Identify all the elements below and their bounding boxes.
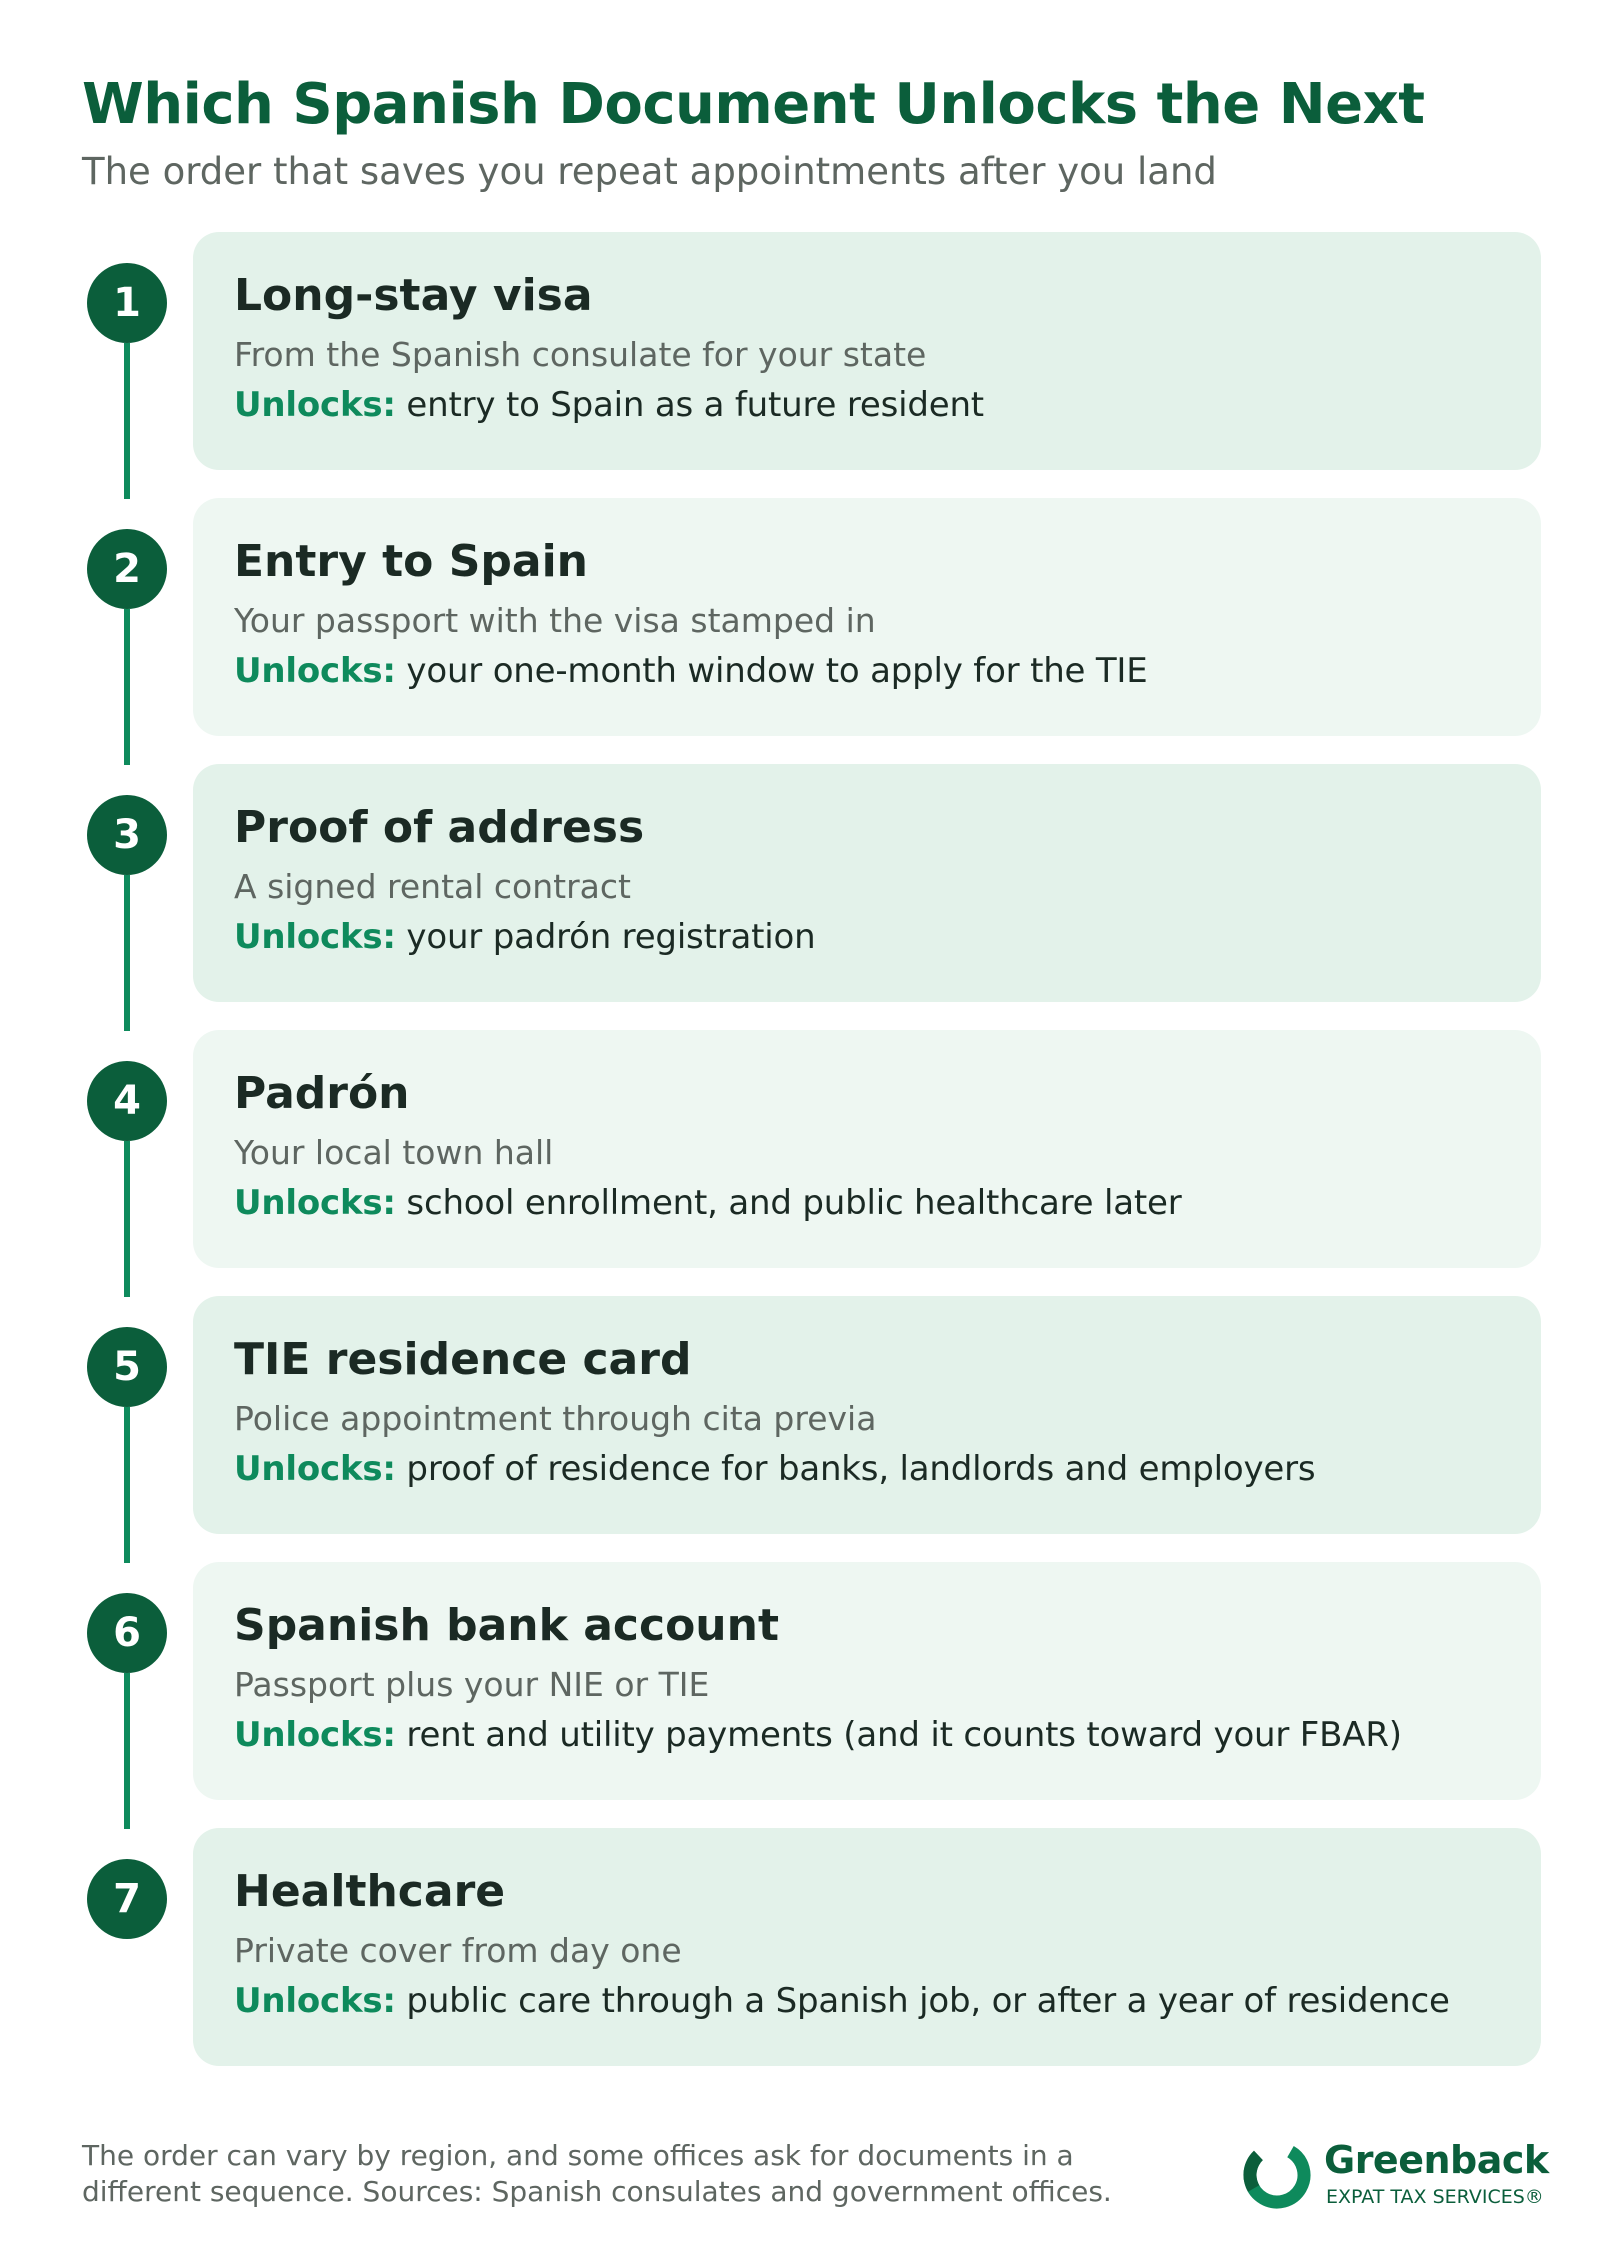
step-4 — [0, 1030, 1600, 1268]
step-unlocks — [234, 1715, 1402, 1755]
step-card — [193, 1296, 1541, 1534]
unlocks-text: your padrón registration — [395, 917, 816, 957]
page-title: Which Spanish Document Unlocks the Next — [82, 72, 1425, 137]
timeline-connector — [124, 1673, 130, 1829]
step-unlocks — [234, 1449, 1315, 1489]
timeline-connector — [124, 1141, 130, 1297]
unlocks-label: Unlocks: — [234, 1715, 396, 1755]
footnote: The order can vary by region, and some offices ask for documents in a different sequence. Sources: Spanish consulates and government offices. — [82, 2139, 1112, 2208]
step-card — [193, 1562, 1541, 1800]
step-card — [193, 498, 1541, 736]
unlocks-text: entry to Spain as a future resident — [395, 385, 984, 425]
timeline-connector — [124, 609, 130, 765]
timeline-connector — [124, 875, 130, 1031]
unlocks-text: your one-month window to apply for the TIE — [395, 651, 1148, 691]
step-unlocks — [234, 1183, 1181, 1223]
step-unlocks — [234, 651, 1148, 691]
timeline-connector — [124, 343, 130, 499]
step-source: Private cover from day one — [234, 1931, 682, 1970]
step-card — [193, 232, 1541, 470]
unlocks-label: Unlocks: — [234, 1183, 396, 1223]
unlocks-label: Unlocks: — [234, 1981, 396, 2021]
step-source: From the Spanish consulate for your state — [234, 335, 927, 374]
step-2 — [0, 498, 1600, 736]
step-source: Your local town hall — [234, 1133, 554, 1172]
logo-tagline: EXPAT TAX SERVICES® — [1326, 2186, 1544, 2208]
step-6 — [0, 1562, 1600, 1800]
step-number-badge: 5 — [87, 1327, 167, 1407]
unlocks-text: proof of residence for banks, landlords and employers — [395, 1449, 1316, 1489]
step-title: Entry to Spain — [234, 536, 588, 587]
greenback-ring-logo-icon — [1240, 2138, 1314, 2212]
step-1 — [0, 232, 1600, 470]
step-title: Spanish bank account — [234, 1600, 779, 1651]
step-number-badge: 2 — [87, 529, 167, 609]
step-title: Padrón — [234, 1068, 410, 1119]
unlocks-label: Unlocks: — [234, 917, 396, 957]
step-number-badge: 3 — [87, 795, 167, 875]
unlocks-label: Unlocks: — [234, 1449, 396, 1489]
step-7 — [0, 1828, 1600, 2066]
step-source: A signed rental contract — [234, 867, 631, 906]
unlocks-text: rent and utility payments (and it counts toward your FBAR) — [395, 1715, 1402, 1755]
unlocks-label: Unlocks: — [234, 385, 396, 425]
timeline-connector — [124, 1407, 130, 1563]
step-source: Passport plus your NIE or TIE — [234, 1665, 710, 1704]
step-number-badge: 1 — [87, 263, 167, 343]
step-unlocks — [234, 385, 984, 425]
greenback-logo — [1240, 2138, 1549, 2214]
step-number-badge: 7 — [87, 1859, 167, 1939]
step-title: Proof of address — [234, 802, 645, 853]
step-number-badge: 4 — [87, 1061, 167, 1141]
page-subtitle: The order that saves you repeat appointments after you land — [82, 150, 1217, 193]
unlocks-text: public care through a Spanish job, or after a year of residence — [395, 1981, 1450, 2021]
step-card — [193, 764, 1541, 1002]
step-title: TIE residence card — [234, 1334, 692, 1385]
step-source: Your passport with the visa stamped in — [234, 601, 876, 640]
unlocks-text: school enrollment, and public healthcare later — [395, 1183, 1182, 1223]
step-title: Long-stay visa — [234, 270, 593, 321]
step-5 — [0, 1296, 1600, 1534]
step-source: Police appointment through cita previa — [234, 1399, 877, 1438]
step-card — [193, 1030, 1541, 1268]
step-unlocks — [234, 1981, 1450, 2021]
step-card — [193, 1828, 1541, 2066]
step-unlocks — [234, 917, 815, 957]
step-number-badge: 6 — [87, 1593, 167, 1673]
unlocks-label: Unlocks: — [234, 651, 396, 691]
step-title: Healthcare — [234, 1866, 506, 1917]
logo-name: Greenback — [1324, 2138, 1549, 2182]
step-3 — [0, 764, 1600, 1002]
